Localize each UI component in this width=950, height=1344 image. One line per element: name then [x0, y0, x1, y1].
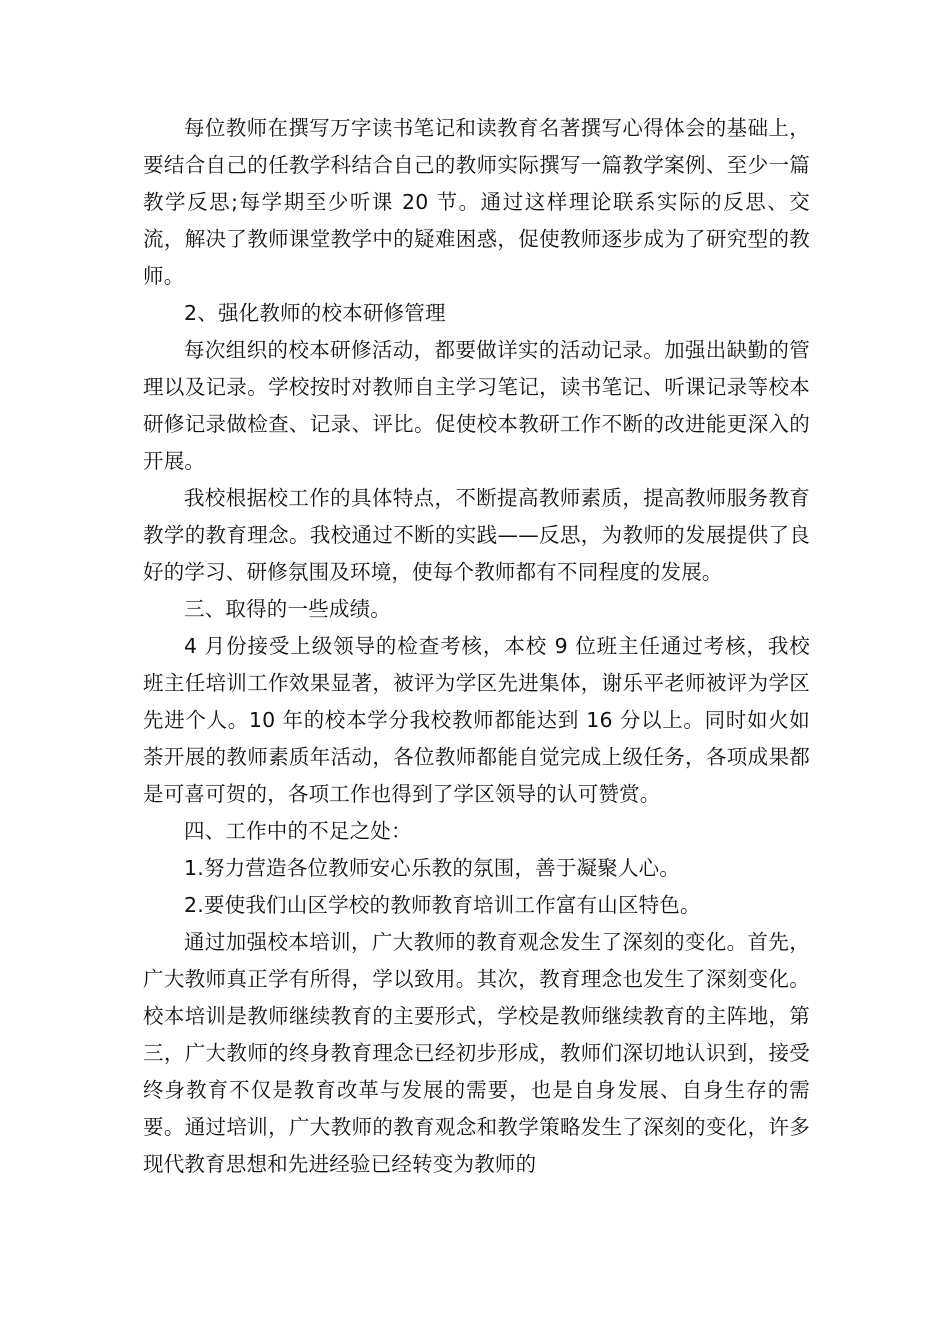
- paragraph-reading-notes: 每位教师在撰写万字读书笔记和读教育名著撰写心得体会的基础上，要结合自己的任教学科结合自己的教师实际撰写一篇教学案例、至少一篇教学反思;每学期至少听课 20 节。通过这样理论联系实际的反思、交流，解决了教师课堂教学中的疑难困惑，促使教师逐步成为了研究型的教师。: [143, 116, 810, 288]
- heading-research-management: 2、强化教师的校本研修管理: [184, 301, 446, 325]
- document-body: [143, 110, 810, 1183]
- paragraph-teacher-quality: 我校根据校工作的具体特点，不断提高教师素质，提高教师服务教育教学的教育理念。我校通过不断的实践——反思，为教师的发展提供了良好的学习、研修氛围及环境，使每个教师都有不同程度的发展。: [143, 486, 810, 584]
- paragraph-activity-records: 每次组织的校本研修活动，都要做详实的活动记录。加强出缺勤的管理以及记录。学校按时对教师自主学习笔记，读书笔记、听课记录等校本研修记录做检查、记录、评比。促使校本教研工作不断的改进能更深入的开展。: [143, 338, 810, 473]
- paragraph-training-effects: 通过加强校本培训，广大教师的教育观念发生了深刻的变化。首先，广大教师真正学有所得，学以致用。其次，教育理念也发生了深刻变化。校本培训是教师继续教育的主要形式，学校是教师继续教育的主阵地，第三，广大教师的终身教育理念已经初步形成，教师们深切地认识到，接受终身教育不仅是教育改革与发展的需要，也是自身发展、自身生存的需要。通过培训，广大教师的教育观念和教学策略发生了深刻的变化，许多现代教育思想和先进经验已经转变为教师的: [143, 930, 810, 1176]
- list-item-shortcoming-2: 2.要使我们山区学校的教师教育培训工作富有山区特色。: [184, 893, 701, 917]
- paragraph-achievements: 4 月份接受上级领导的检查考核，本校 9 位班主任通过考核，我校班主任培训工作效果显著，被评为学区先进集体，谢乐平老师被评为学区先进个人。10 年的校本学分我校教师都能达到 16 分以上。同时如火如荼开展的教师素质年活动，各位教师都能自觉完成上级任务，各项成果都是可喜可贺的，各项工作也得到了学区领导的认可赞赏。: [143, 634, 810, 806]
- heading-shortcomings: 四、工作中的不足之处：: [184, 819, 412, 843]
- list-item-shortcoming-1: 1.努力营造各位教师安心乐教的氛围，善于凝聚人心。: [184, 856, 681, 880]
- heading-achievements: 三、取得的一些成绩。: [184, 597, 391, 621]
